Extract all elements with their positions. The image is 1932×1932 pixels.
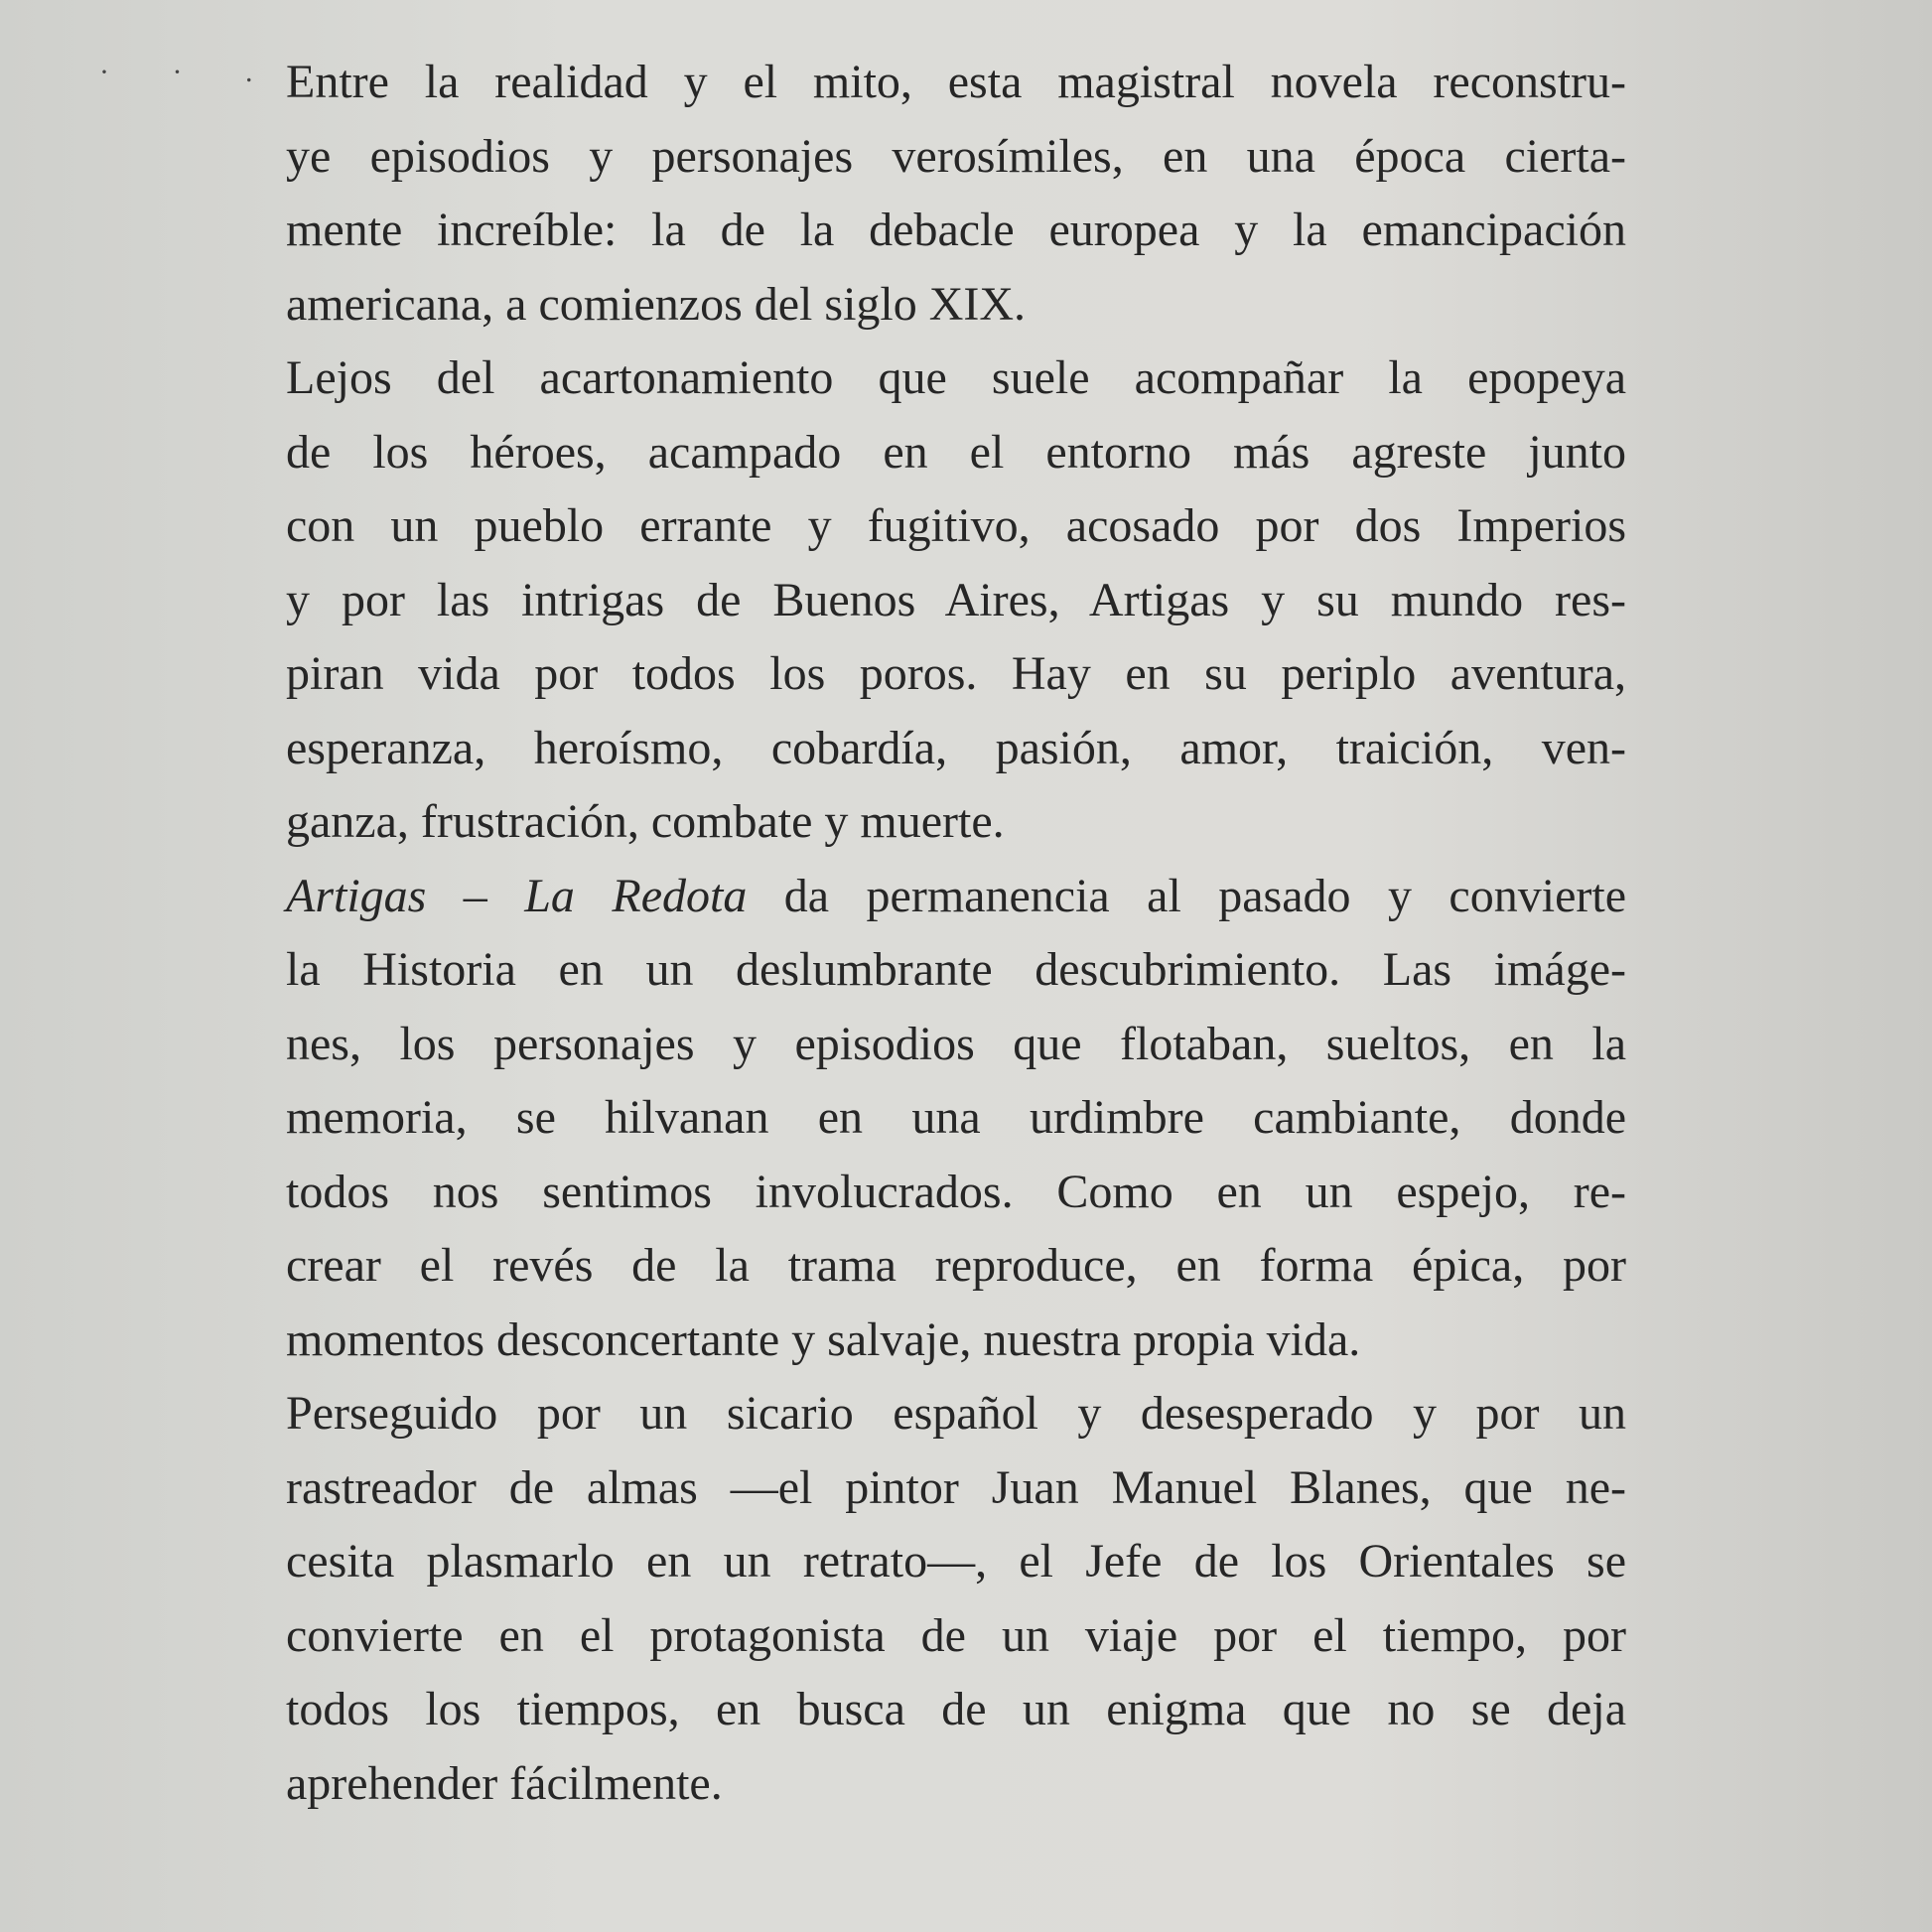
text-line: nes, los personajes y episodios que flotaban, sueltos, en la xyxy=(286,1017,1626,1070)
paragraph-4 xyxy=(286,1377,1626,1821)
text-line-mixed xyxy=(286,860,1626,934)
text-line: todos los tiempos, en busca de un enigma que no se deja xyxy=(286,1683,1626,1735)
paragraph-2 xyxy=(286,342,1626,860)
synopsis-text xyxy=(286,46,1626,1821)
text-line: ganza, frustración, combate y muerte. xyxy=(286,795,1005,848)
paragraph-3 xyxy=(286,860,1626,1378)
text-line: esperanza, heroísmo, cobardía, pasión, amor, traición, ven- xyxy=(286,721,1626,774)
text-line: la Historia en un deslumbrante descubrimiento. Las imáge- xyxy=(286,943,1626,996)
text-line: rastreador de almas —el pintor Juan Manuel Blanes, que ne- xyxy=(286,1460,1626,1514)
text-line: y por las intrigas de Buenos Aires, Artigas y su mundo res- xyxy=(286,573,1626,626)
text-line: todos nos sentimos involucrados. Como en un espejo, re- xyxy=(286,1165,1626,1218)
text-line: americana, a comienzos del siglo XIX. xyxy=(286,277,1027,331)
text-line: Entre la realidad y el mito, esta magistral novela reconstru- xyxy=(286,56,1626,108)
text-line: aprehender fácilmente. xyxy=(286,1756,723,1810)
text-line: cesita plasmarlo en un retrato—, el Jefe de los Orientales se xyxy=(286,1535,1626,1587)
text-fragment: da permanencia al pasado y convierte xyxy=(747,869,1626,922)
paragraph-1 xyxy=(286,46,1626,342)
book-title: Artigas – La Redota xyxy=(286,869,748,922)
text-line: momentos desconcertante y salvaje, nuestra propia vida. xyxy=(286,1312,1361,1366)
text-line: convierte en el protagonista de un viaje por el tiempo, por xyxy=(286,1608,1626,1662)
text-line: memoria, se hilvanan en una urdimbre cambiante, donde xyxy=(286,1091,1626,1144)
text-line: crear el revés de la trama reproduce, en forma épica, por xyxy=(286,1239,1626,1292)
text-line: mente increíble: la de la debacle europea y la emancipación xyxy=(286,204,1626,256)
text-line: Lejos del acartonamiento que suele acompañar la epopeya xyxy=(286,351,1626,404)
text-line: con un pueblo errante y fugitivo, acosado por dos Imperios xyxy=(286,499,1626,552)
text-line: piran vida por todos los poros. Hay en su periplo aventura, xyxy=(286,647,1626,700)
text-line: ye episodios y personajes verosímiles, en una época cierta- xyxy=(286,129,1626,183)
text-line: de los héroes, acampado en el entorno más agreste junto xyxy=(286,425,1626,479)
decorative-dots: · · . xyxy=(99,56,281,88)
text-line: Perseguido por un sicario español y desesperado y por un xyxy=(286,1387,1626,1440)
